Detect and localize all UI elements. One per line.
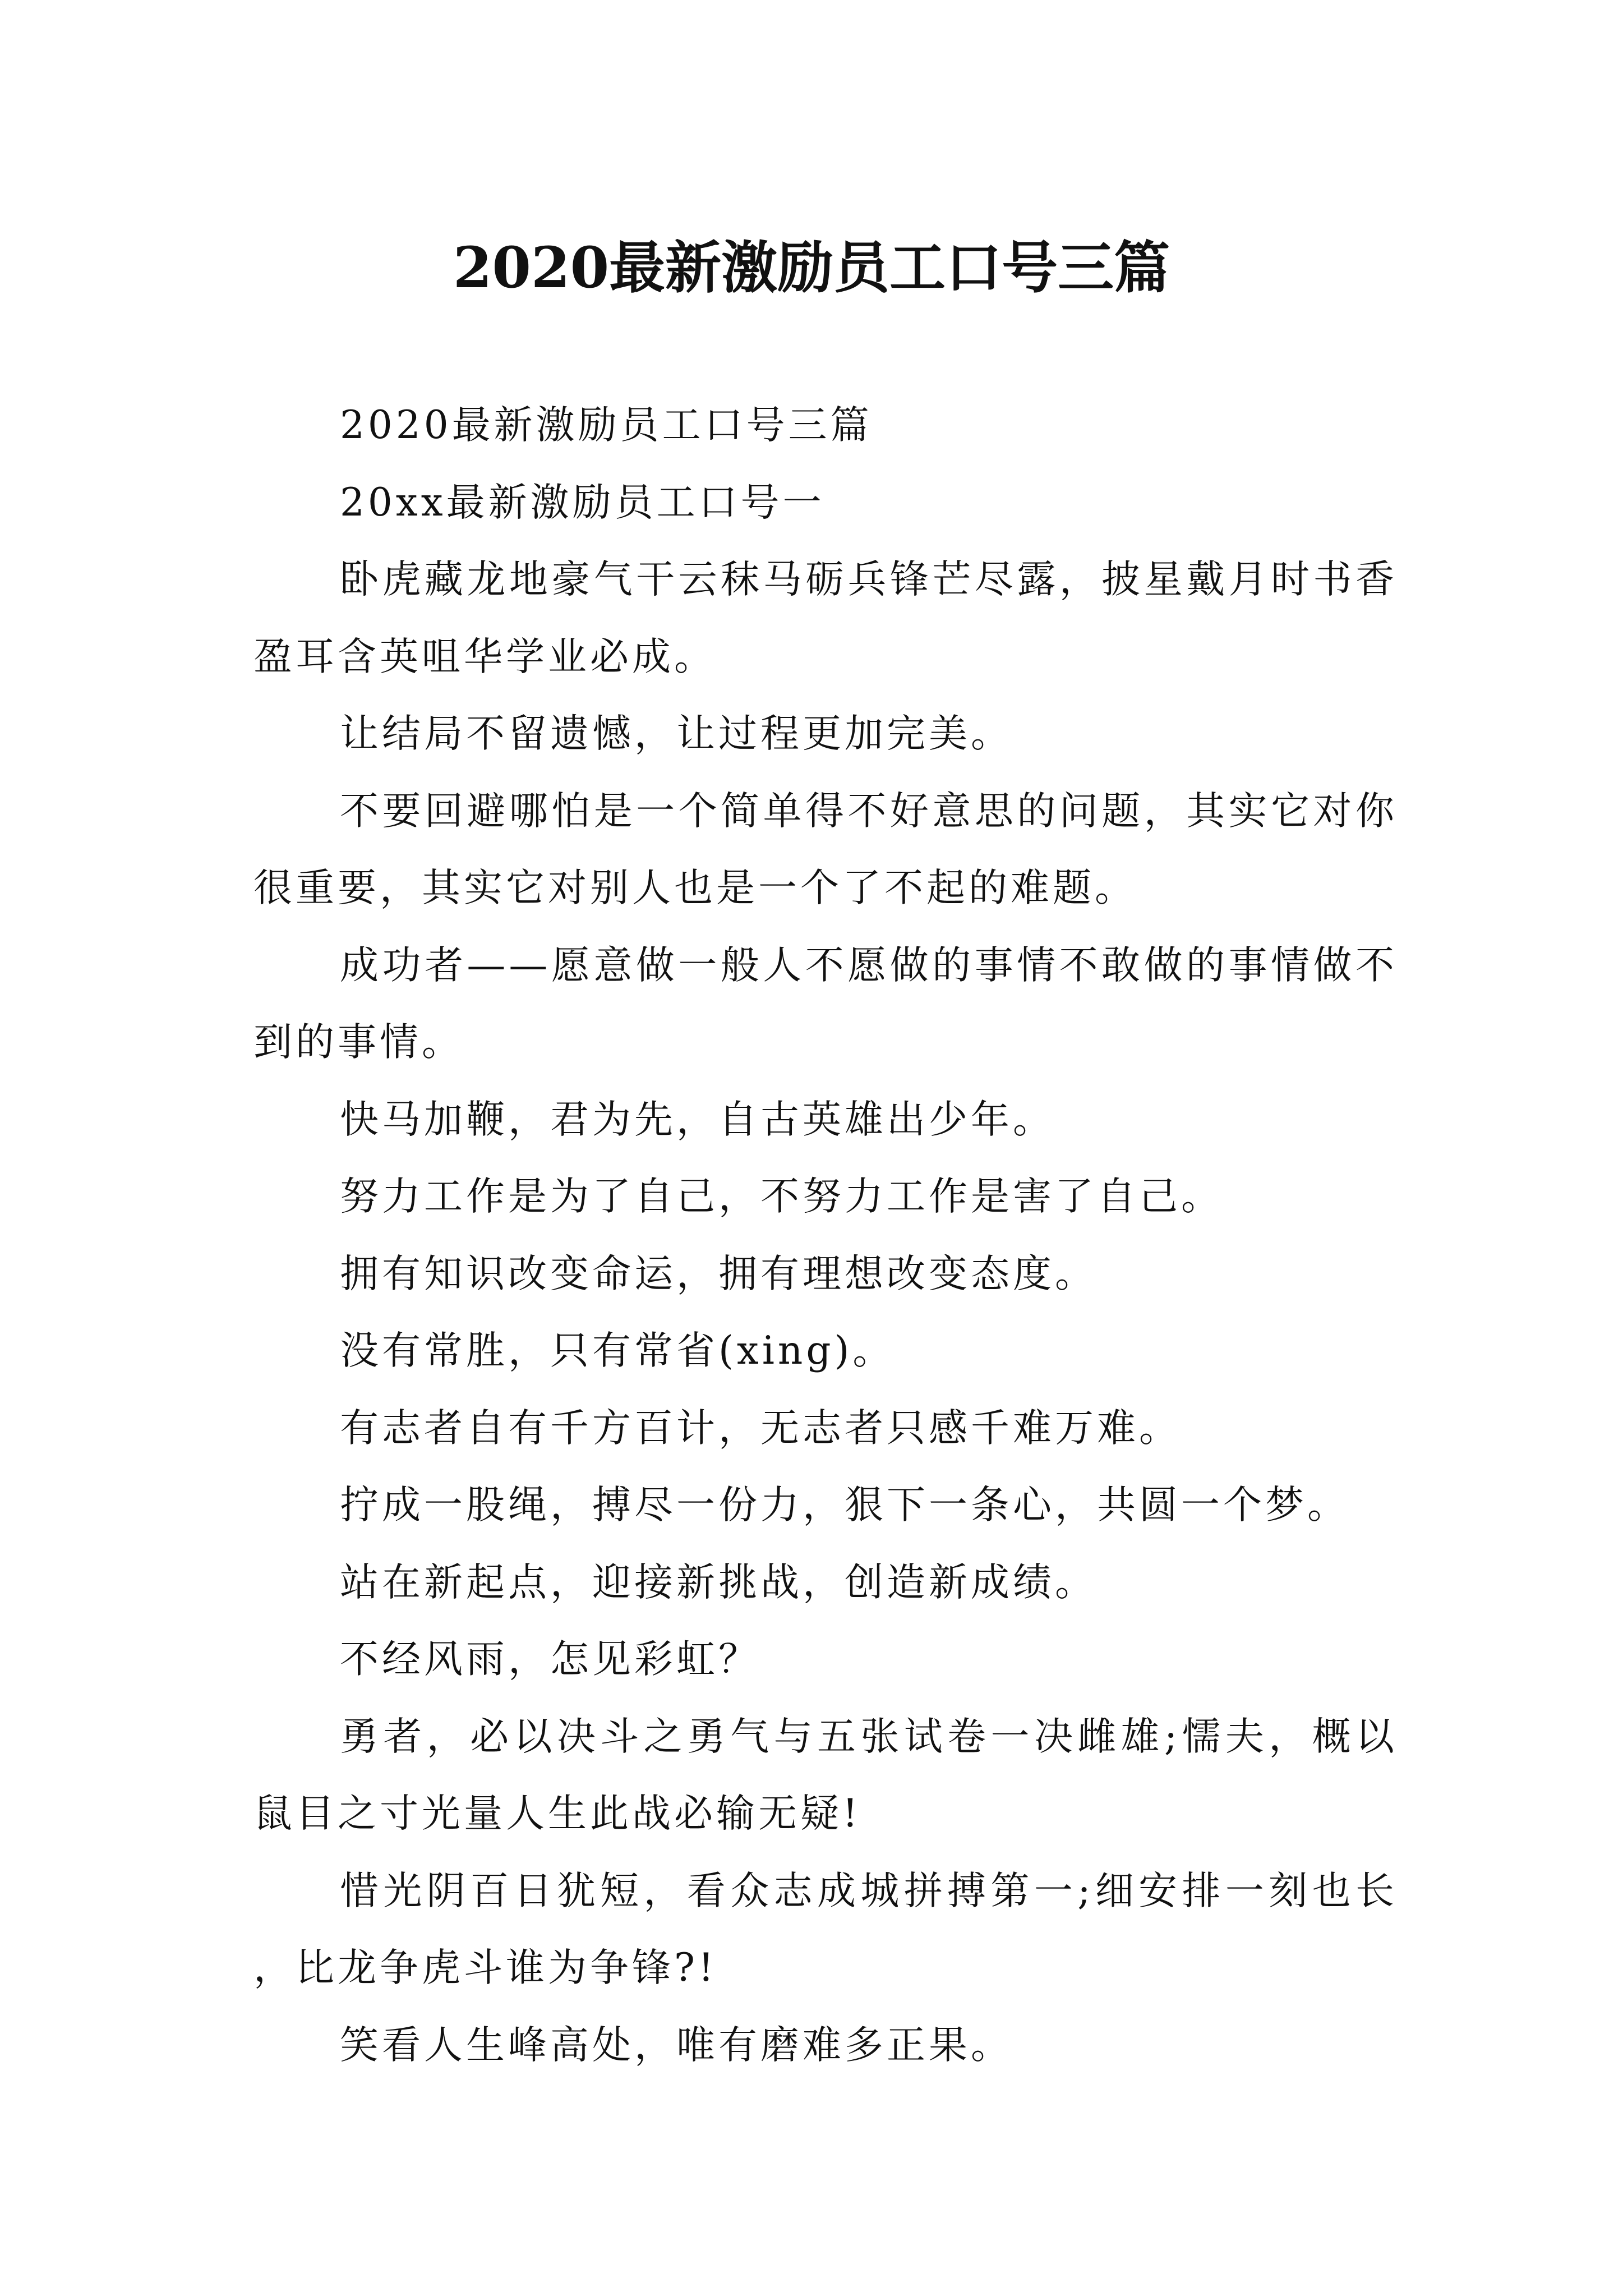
document-title: 2020最新激励员工口号三篇 [453,234,1170,301]
paragraph: 惜光阴百日犹短，看众志成城拼搏第一;细安排一刻也长，比龙争虎斗谁为争锋?! [253,1868,1398,1990]
paragraph: 20xx最新激励员工口号一 [340,480,825,525]
paragraph: 笑看人生峰高处，唯有磨难多正果。 [340,2022,1013,2068]
paragraph: 不经风雨，怎见彩虹？ [340,1637,760,1682]
paragraph: 卧虎藏龙地豪气干云秣马砺兵锋芒尽露，披星戴月时书香盈耳含英咀华学业必成。 [253,557,1398,679]
paragraph: 没有常胜，只有常省(xing)。 [340,1328,895,1373]
paragraph: 不要回避哪怕是一个简单得不好意思的问题，其实它对你很重要，其实它对别人也是一个了不起的难题。 [253,788,1398,910]
paragraph: 让结局不留遗憾，让过程更加完美。 [340,711,1013,756]
paragraph: 有志者自有千方百计，无志者只感千难万难。 [340,1405,1181,1451]
paragraph: 2020最新激励员工口号三篇 [340,403,873,448]
paragraph: 快马加鞭，君为先，自古英雄出少年。 [340,1097,1055,1142]
document-body [253,387,1398,2084]
paragraph: 站在新起点，迎接新挑战，创造新成绩。 [340,1559,1097,1605]
paragraph: 拧成一股绳，搏尽一份力，狠下一条心，共圆一个梦。 [340,1483,1349,1527]
paragraph: 努力工作是为了自己，不努力工作是害了自己。 [340,1174,1223,1219]
paragraph: 勇者，必以决斗之勇气与五张试卷一决雌雄;懦夫，概以鼠目之寸光量人生此战必输无疑! [253,1714,1398,1836]
paragraph: 拥有知识改变命运，拥有理想改变态度。 [340,1251,1097,1296]
paragraph: 成功者——愿意做一般人不愿做的事情不敢做的事情做不到的事情。 [253,942,1398,1065]
